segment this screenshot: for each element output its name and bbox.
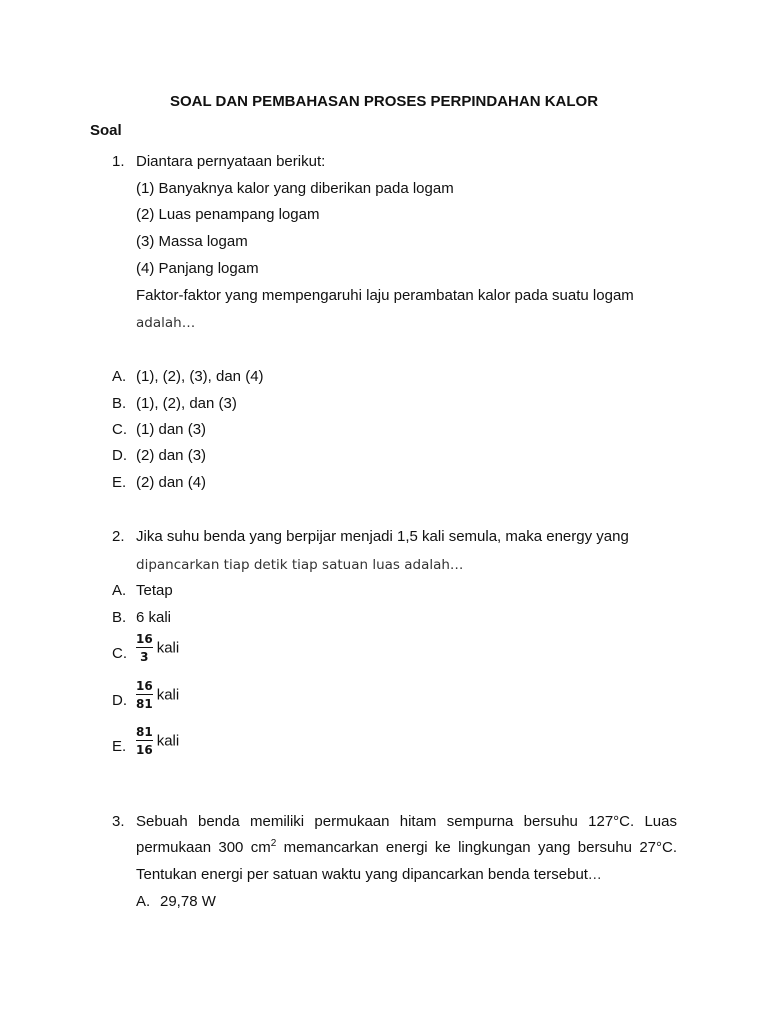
- ellipsis: …: [587, 867, 602, 883]
- superscript: 2: [270, 838, 277, 849]
- option-letter: A.: [112, 582, 127, 599]
- fraction: [136, 725, 153, 757]
- option-letter: D.: [112, 447, 127, 464]
- option-text: (1), (2), (3), dan (4): [136, 368, 264, 385]
- fraction-option: [136, 632, 179, 664]
- option-text: (1) dan (3): [136, 421, 207, 438]
- question-number: 2.: [112, 528, 125, 545]
- option-letter: C.: [112, 645, 127, 662]
- statement-item: (2) Luas penampang logam: [136, 206, 320, 223]
- option-text: 6 kali: [136, 609, 172, 626]
- option-letter: D.: [112, 692, 127, 709]
- fraction-denominator: 16: [136, 743, 153, 757]
- question-text-continued: adalah…: [136, 315, 196, 331]
- question-text-continued: dipancarkan tiap detik tiap satuan luas adalah…: [136, 557, 464, 573]
- fraction: [136, 632, 153, 664]
- option-letter: B.: [112, 609, 127, 626]
- page-title: SOAL DAN PEMBAHASAN PROSES PERPINDAHAN KALOR: [169, 93, 599, 110]
- fraction-numerator: 16: [136, 632, 153, 646]
- option-text: Tetap: [136, 582, 173, 599]
- fraction-numerator: 16: [136, 679, 153, 693]
- question-number: 1.: [112, 153, 125, 170]
- question-text-part: Tentukan energi per satuan waktu yang dipancarkan benda tersebut: [136, 866, 588, 883]
- option-text: (1), (2), dan (3): [136, 395, 237, 412]
- option-letter: A.: [112, 368, 127, 385]
- option-text: 29,78 W: [160, 893, 216, 910]
- question-text: Faktor-faktor yang mempengaruhi laju perambatan kalor pada suatu logam: [136, 287, 634, 304]
- fraction-denominator: 3: [140, 650, 149, 664]
- fraction-option: [136, 725, 179, 757]
- fraction-numerator: 81: [136, 725, 153, 739]
- option-letter: E.: [112, 474, 127, 491]
- option-text: (2) dan (4): [136, 474, 207, 491]
- option-letter: A.: [136, 893, 151, 910]
- fraction-bar: [136, 694, 153, 695]
- option-text: kali: [156, 686, 180, 704]
- fraction: [136, 679, 153, 711]
- option-text: kali: [156, 639, 180, 657]
- statement-item: (1) Banyaknya kalor yang diberikan pada logam: [136, 180, 454, 197]
- section-heading: Soal: [90, 122, 122, 139]
- question-text-part: memancarkan energi ke lingkungan yang bersuhu 27°C.: [276, 839, 678, 856]
- question-text-continued: [136, 839, 677, 857]
- option-text: kali: [156, 732, 180, 750]
- option-letter: C.: [112, 421, 127, 438]
- fraction-denominator: 81: [136, 697, 153, 711]
- option-text: (2) dan (3): [136, 447, 207, 464]
- question-text-part: permukaan 300 cm: [136, 839, 271, 856]
- statement-item: (3) Massa logam: [136, 233, 248, 250]
- option-item: [136, 893, 216, 911]
- option-letter: B.: [112, 395, 127, 412]
- option-letter: E.: [112, 738, 127, 755]
- fraction-option: [136, 679, 179, 711]
- fraction-bar: [136, 740, 153, 741]
- question-number: 3.: [112, 813, 125, 830]
- fraction-bar: [136, 647, 153, 648]
- statement-item: (4) Panjang logam: [136, 260, 259, 277]
- question-text-continued: [136, 866, 601, 884]
- question-text: Sebuah benda memiliki permukaan hitam sempurna bersuhu 127°C. Luas: [136, 813, 677, 830]
- question-intro: Diantara pernyataan berikut:: [136, 153, 326, 170]
- question-text: Jika suhu benda yang berpijar menjadi 1,5 kali semula, maka energy yang: [136, 528, 629, 545]
